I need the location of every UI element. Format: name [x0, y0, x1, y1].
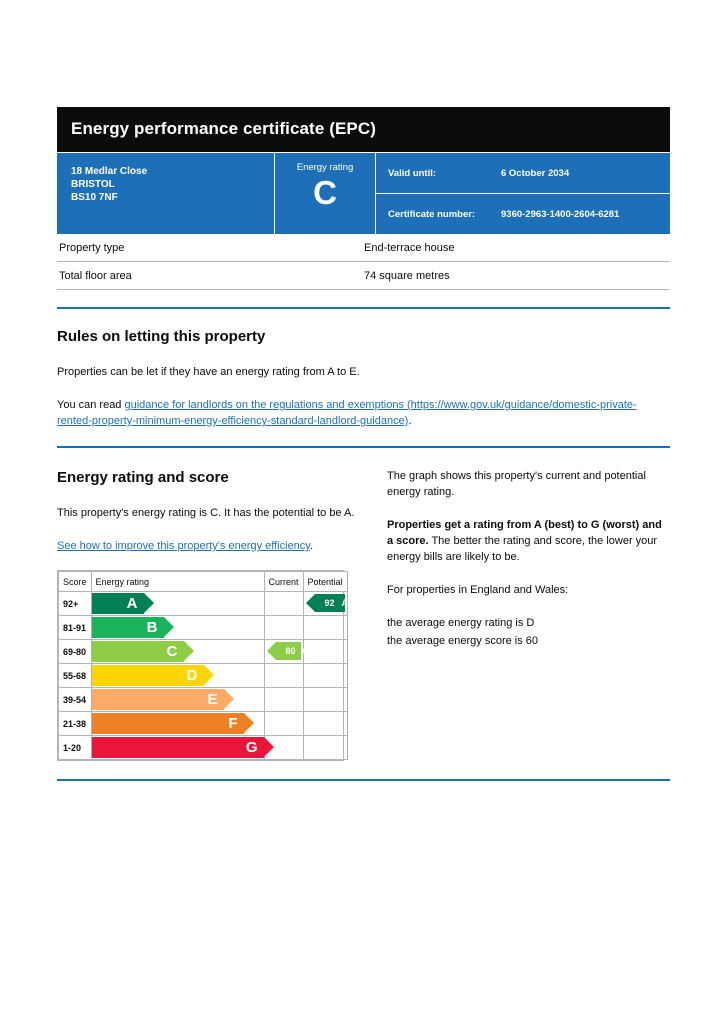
- floor-area-value: 74 square metres: [364, 270, 450, 282]
- band-bar-a: [92, 593, 144, 614]
- band-letter-g: G: [245, 739, 258, 756]
- guidance-suffix: .: [408, 415, 412, 427]
- band-bar-f-cell: [91, 712, 264, 736]
- band-bar-c: [92, 641, 184, 662]
- graph-col-potential: Potential: [303, 572, 347, 592]
- band-letter-e: E: [207, 691, 218, 708]
- graph-band-row: [59, 736, 348, 760]
- current-cell-e: [264, 688, 303, 712]
- potential-letter: A: [341, 598, 349, 608]
- energy-rating-letter: C: [313, 174, 337, 211]
- current-cell-f: [264, 712, 303, 736]
- certificate-meta: [376, 153, 670, 234]
- current-cell-d: [264, 664, 303, 688]
- current-rating-paragraph: This property's energy rating is C. It has the potential to be A.: [57, 507, 355, 519]
- address-line-3: BS10 7NF: [71, 192, 118, 203]
- table-row: [57, 234, 670, 262]
- letting-rules-heading: Rules on letting this property: [57, 328, 266, 345]
- improve-efficiency-link[interactable]: See how to improve this property's energy efficiency: [57, 540, 310, 552]
- valid-until-value: 6 October 2034: [501, 167, 570, 179]
- potential-score: 92: [324, 598, 335, 608]
- page-title: Energy performance certificate (EPC): [57, 107, 670, 152]
- table-row: [57, 262, 670, 290]
- floor-area-label: Total floor area: [59, 270, 132, 282]
- epc-rating-graph: [57, 570, 349, 761]
- certificate-number-value: 9360-2963-1400-2604-6281: [501, 208, 620, 220]
- property-type-value: End-terrace house: [364, 242, 455, 254]
- certificate-number-row: [376, 193, 670, 234]
- graph-band-row: [59, 592, 348, 616]
- property-type-label: Property type: [59, 242, 125, 254]
- band-letter-a: A: [126, 595, 138, 612]
- band-score-a: 92+: [59, 592, 92, 616]
- potential-cell-g: [303, 736, 347, 760]
- band-letter-c: C: [166, 643, 178, 660]
- band-bar-g-cell: [91, 736, 264, 760]
- valid-until-row: [376, 153, 670, 193]
- guidance-prefix: You can read: [57, 399, 125, 411]
- band-bar-e-cell: [91, 688, 264, 712]
- band-letter-b: B: [146, 619, 158, 636]
- graph-explanation: The graph shows this property's current and potential energy rating.: [387, 470, 646, 498]
- average-energy-score: the average energy score is 60: [387, 635, 539, 647]
- rating-scale-rest: The better the rating and score, the lower your energy bills are likely to be.: [387, 535, 658, 563]
- current-marker: [276, 642, 310, 660]
- potential-cell-b: [303, 616, 347, 640]
- band-score-c: 69-80: [59, 640, 92, 664]
- band-score-e: 39-54: [59, 688, 92, 712]
- valid-until-label: Valid until:: [388, 167, 437, 179]
- property-address: [57, 153, 275, 234]
- divider: [57, 446, 670, 448]
- energy-rating-label: Energy rating: [296, 162, 354, 173]
- potential-cell-a: [303, 592, 347, 616]
- band-letter-f: F: [228, 715, 238, 732]
- band-bar-b-cell: [91, 616, 264, 640]
- graph-band-row: [59, 640, 348, 664]
- energy-rating-badge: [275, 153, 376, 234]
- band-bar-c-cell: [91, 640, 264, 664]
- rating-scale-bold: Properties get a rating from A (best) to G (worst) and a score.: [387, 519, 662, 547]
- graph-col-current: Current: [264, 572, 303, 592]
- divider: [57, 307, 670, 309]
- potential-cell-c: [303, 640, 347, 664]
- band-bar-e: [92, 689, 224, 710]
- england-wales-intro: For properties in England and Wales:: [387, 584, 569, 596]
- current-cell-a: [264, 592, 303, 616]
- energy-rating-heading: Energy rating and score: [57, 469, 229, 486]
- potential-cell-d: [303, 664, 347, 688]
- graph-band-row: [59, 616, 348, 640]
- current-score: 80: [285, 646, 296, 656]
- band-bar-g: [92, 737, 264, 758]
- potential-cell-e: [303, 688, 347, 712]
- band-bar-b: [92, 617, 164, 638]
- average-energy-rating: the average energy rating is D: [387, 617, 535, 629]
- band-letter-d: D: [186, 667, 198, 684]
- graph-band-row: [59, 712, 348, 736]
- rating-right-column: [387, 466, 670, 761]
- certificate-number-label: Certificate number:: [388, 208, 476, 220]
- current-cell-c: [264, 640, 310, 664]
- band-bar-d-cell: [91, 664, 264, 688]
- graph-band-row: [59, 688, 348, 712]
- band-bar-f: [92, 713, 244, 734]
- current-cell-g: [264, 736, 303, 760]
- graph-col-energy-rating: Energy rating: [91, 572, 264, 592]
- band-bar-a-cell: [91, 592, 264, 616]
- landlord-guidance-link[interactable]: guidance for landlords on the regulations and exemptions (https://www.gov.uk/guidance/domestic-private-rented-property-minimum-energy-efficiency-standard-landlord-guidance): [57, 399, 637, 427]
- band-bar-d: [92, 665, 204, 686]
- letting-guidance-paragraph: [57, 397, 670, 429]
- divider-bottom: [57, 779, 670, 781]
- improve-efficiency-paragraph: [57, 538, 387, 554]
- band-score-f: 21-38: [59, 712, 92, 736]
- current-letter: C: [302, 646, 310, 656]
- band-score-b: 81-91: [59, 616, 92, 640]
- epc-document: [57, 107, 670, 781]
- rating-left-column: [57, 466, 387, 761]
- rating-scale-explanation: [387, 517, 670, 565]
- potential-marker: [315, 594, 349, 612]
- certificate-summary-band: [57, 152, 670, 234]
- energy-rating-section: [57, 466, 670, 761]
- band-score-g: 1-20: [59, 736, 92, 760]
- address-line-1: 18 Medlar Close: [71, 166, 148, 177]
- graph-band-row: [59, 664, 348, 688]
- address-line-2: BRISTOL: [71, 179, 115, 190]
- current-cell-b: [264, 616, 303, 640]
- improve-link-suffix: .: [309, 540, 314, 552]
- graph-header-row: [59, 572, 348, 592]
- potential-cell-f: [303, 712, 347, 736]
- letting-rules-paragraph: Properties can be let if they have an energy rating from A to E.: [57, 366, 360, 378]
- band-score-d: 55-68: [59, 664, 92, 688]
- graph-col-score: Score: [59, 572, 92, 592]
